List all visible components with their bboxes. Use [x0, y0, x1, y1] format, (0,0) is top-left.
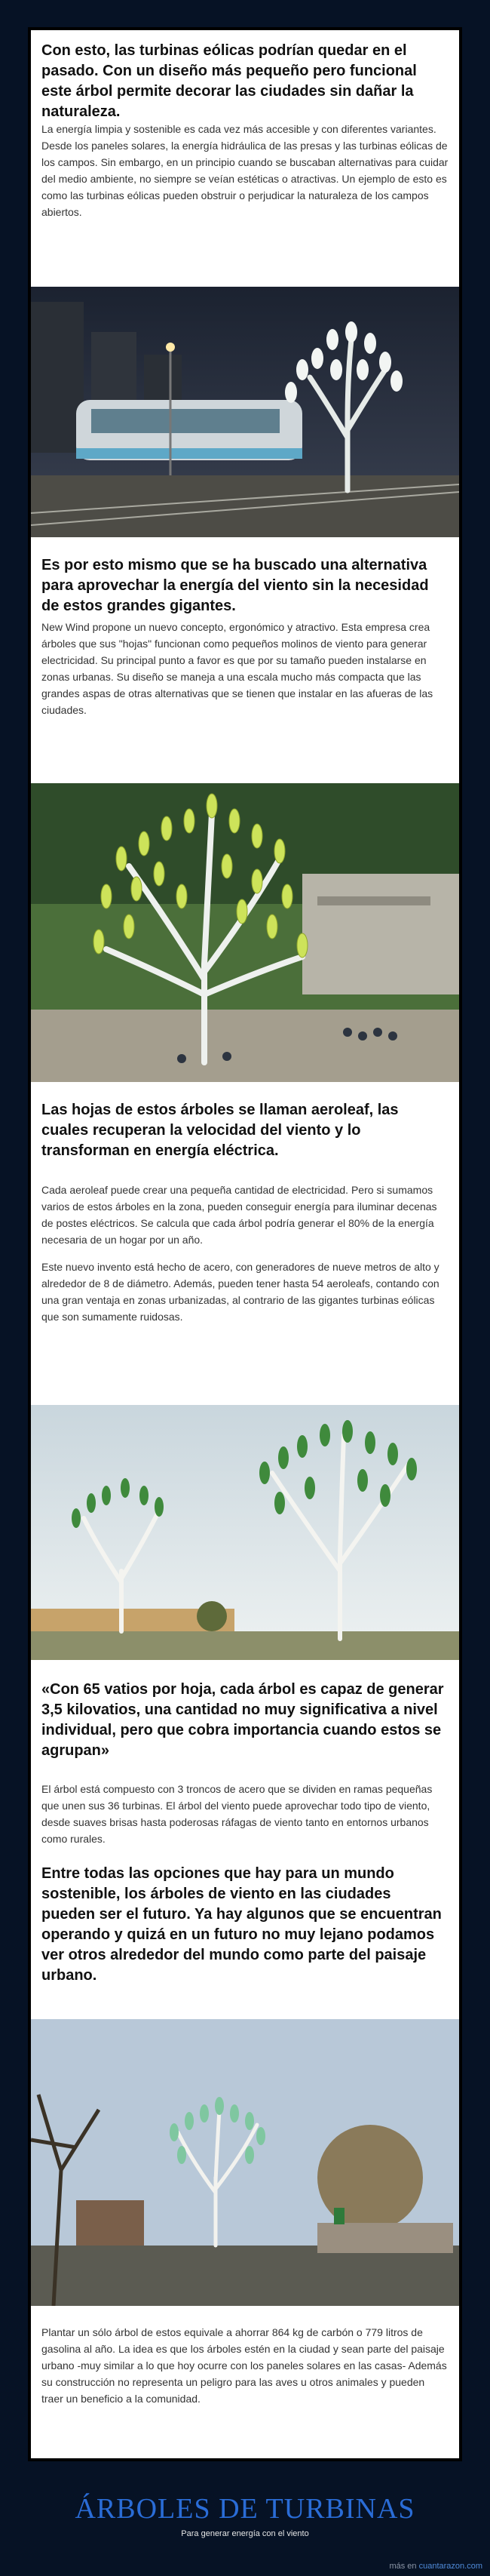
section-heading: Con esto, las turbinas eólicas podrían quedar en el pasado. Con un diseño más pequeño pero funcional este árbol permite decorar las ciudades sin dañar la naturaleza. — [41, 42, 417, 120]
section-heading: Es por esto mismo que se ha buscado una alternativa para aprovechar la energía del viento sin la necesidad de estos grandes gigantes. — [41, 557, 429, 614]
photo-two-wind-trees — [31, 1405, 459, 1660]
section-heading: «Con 65 vatios por hoja, cada árbol es capaz de generar 3,5 kilovatios, una cantidad no muy significativa a nivel individual, pero que cobra importancia cuando estos se agrupan» — [41, 1681, 444, 1759]
photo-tram-wind-tree — [31, 287, 459, 537]
credit-prefix: más en — [389, 2562, 417, 2571]
source-credit — [0, 2562, 482, 2571]
photo-autumn-wind-tree — [31, 2019, 459, 2306]
section-paragraph: New Wind propone un nuevo concepto, ergonómico y atractivo. Esta empresa crea árboles que sus "hojas" funcionan como pequeños molinos de viento para generar electricidad. Su principal punto a favor es que por su tamaño pueden instalarse en zonas urbanas. Su diseño se maneja a una escala mucho más compacta que las grandes aspas de otras alternativas que se tienen que instalar en las afueras de las ciudades. — [41, 621, 433, 716]
post-subtitle: Para generar energía con el viento — [181, 2529, 309, 2538]
section-paragraph: Este nuevo invento está hecho de acero, con generadores de nueve metros de alto y alrededor de 8 de diámetro. Además, pueden tener hasta 54 aeroleafs, contando con una gran ventaja en zonas urbanizadas, al contrario de las gigantes turbinas eólicas que son sumamente ruidosas. — [41, 1261, 439, 1323]
section-paragraph: Cada aeroleaf puede crear una pequeña cantidad de electricidad. Pero si sumamos varios de estos árboles en la zona, pueden conseguir energía para iluminar decenas de postes eléctricos. Se calcula que cada árbol podría generar el 80% de la energía necesaria de un hogar por un año. — [41, 1184, 437, 1246]
post-title: ÁRBOLES DE TURBINAS — [75, 2493, 415, 2525]
photo-green-wind-tree — [31, 783, 459, 1082]
post-card — [28, 27, 462, 2461]
section-heading: Entre todas las opciones que hay para un mundo sostenible, los árboles de viento en las ciudades pueden ser el futuro. Ya hay algunos que se encuentran operando y quizá en un futuro no muy lejano podamos ver otros alrededor del mundo como parte del paisaje urbano. — [41, 1865, 442, 1984]
section-heading: Las hojas de estos árboles se llaman aeroleaf, las cuales recuperan la velocidad del viento y lo transforman en energía eléctrica. — [41, 1102, 399, 1159]
section-paragraph: Plantar un sólo árbol de estos equivale a ahorrar 864 kg de carbón o 779 litros de gasolina al año. La idea es que los árboles estén en la ciudad y sean parte del paisaje urbano -muy similar a lo que hoy ocurre con los paneles solares en las casas- Además su construcción no representa un peligro para las aves u otros animales y pueden traer un beneficio a la comunidad. — [41, 2326, 447, 2405]
section-paragraph: La energía limpia y sostenible es cada vez más accesible y con diferentes variantes. Desde los paneles solares, la energía hidráulica de las presas y las turbinas eólicas de los campos. Sin embargo, en un principio cuando se buscaban alternativas para cuidar del medio ambiente, no siempre se veían estéticas o atractivas. Un ejemplo de esto es como las turbinas eólicas pueden obstruir o perjudicar la naturaleza de los campos abiertos. — [41, 123, 449, 218]
source-link[interactable]: cuantarazon.com — [418, 2562, 482, 2571]
section-paragraph: El árbol está compuesto con 3 troncos de acero que se dividen en ramas pequeñas que unen sus 36 turbinas. El árbol del viento puede aprovechar todo tipo de viento, desde suaves brisas hasta poderosas ráfagas de viento tanto en entornos urbanos como rurales. — [41, 1783, 433, 1845]
